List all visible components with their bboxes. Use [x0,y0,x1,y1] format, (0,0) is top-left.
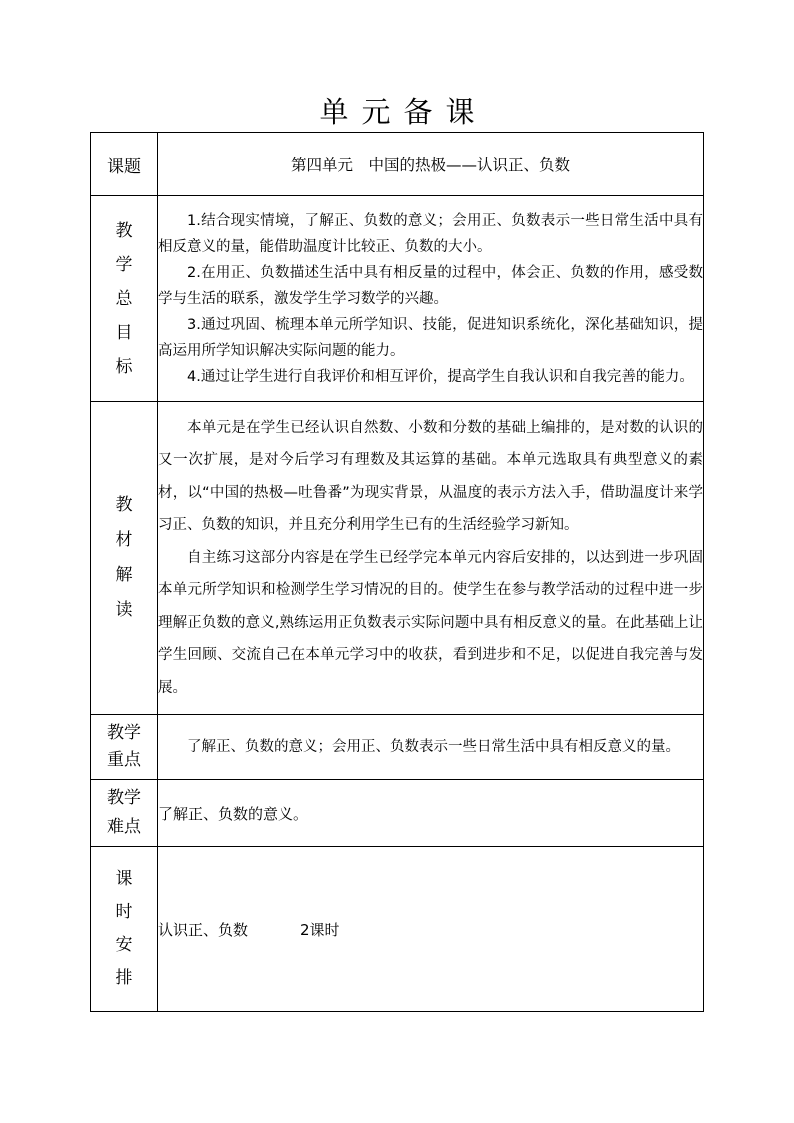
difficulties-label-line: 难点 [107,817,141,837]
material-label-char: 材 [115,530,133,550]
material-paragraph: 本单元是在学生已经认识自然数、小数和分数的基础上编排的，是对数的认识的又一次扩展，是对今后学习有理数及其运算的基础。本单元选取具有典型意义的素材，以“中国的热极—吐鲁番”为现实背景，从温度的表示方法入手，借助温度计来学习正、负数的知识，并且充分利用学生已有的生活经验学习新知。 [158,419,703,534]
row-difficulties [91,780,704,847]
key-points-label-line: 重点 [107,750,141,770]
material-label [91,402,158,715]
difficulties-label-line: 教学 [107,788,141,808]
material-label-char: 教 [115,495,133,515]
goals-label-char: 学 [115,254,133,275]
row-goals [91,196,704,402]
key-points-text: 了解正、负数的意义；会用正、负数表示一些日常生活中具有相反意义的量。 [187,738,680,755]
goal-item: 4.通过让学生进行自我评价和相互评价，提高学生自我认识和自我完善的能力。 [187,368,694,385]
page-title: 单元备课 [319,95,488,129]
material-content [158,402,704,715]
schedule-label-char: 课 [115,869,133,889]
schedule-label-char: 安 [115,935,133,955]
schedule-label-char: 时 [115,902,133,922]
difficulties-label [91,780,158,847]
key-points-label [91,715,158,780]
row-topic [91,133,704,196]
goals-label-char: 教 [115,220,133,241]
schedule-topic: 认识正、负数 [158,920,249,939]
topic-value: 第四单元 中国的热极——认识正、负数 [158,133,704,196]
material-paragraph: 自主练习这部分内容是在学生已经学完本单元内容后安排的，以达到进一步巩固本单元所学知识和检测学生学习情况的目的。使学生在参与教学活动的过程中进一步理解正负数的意义,熟练运用正负数表示实际问题中具有相反意义的量。在此基础上让学生回顾、交流自己在本单元学习中的收获，看到进步和不足，以促进自我完善与发展。 [158,549,703,696]
goals-label [91,196,158,402]
goals-label-char: 标 [115,356,133,377]
goal-item: 2.在用正、负数描述生活中具有相反量的过程中，体会正、负数的作用，感受数学与生活的联系，激发学生学习数学的兴趣。 [158,264,703,307]
schedule-hours: 2课时 [300,920,340,939]
schedule-content [158,847,704,1012]
row-material [91,402,704,715]
material-label-char: 解 [115,565,133,585]
row-schedule [91,847,704,1012]
schedule-label-char: 排 [115,968,133,988]
goals-label-char: 目 [115,322,133,343]
topic-label: 课题 [91,133,158,196]
material-label-char: 读 [115,600,133,620]
lesson-plan-table [90,132,704,1012]
goals-content [158,196,704,402]
difficulties-text: 了解正、负数的意义。 [158,780,704,847]
goal-item: 1.结合现实情境，了解正、负数的意义；会用正、负数表示一些日常生活中具有相反意义的量，能借助温度计比较正、负数的大小。 [158,212,703,255]
schedule-label [91,847,158,1012]
key-points-content [158,715,704,780]
row-key-points [91,715,704,780]
goals-label-char: 总 [115,288,133,309]
key-points-label-line: 教学 [107,723,141,743]
goal-item: 3.通过巩固、梳理本单元所学知识、技能，促进知识系统化，深化基础知识，提高运用所学知识解决实际问题的能力。 [158,316,703,359]
